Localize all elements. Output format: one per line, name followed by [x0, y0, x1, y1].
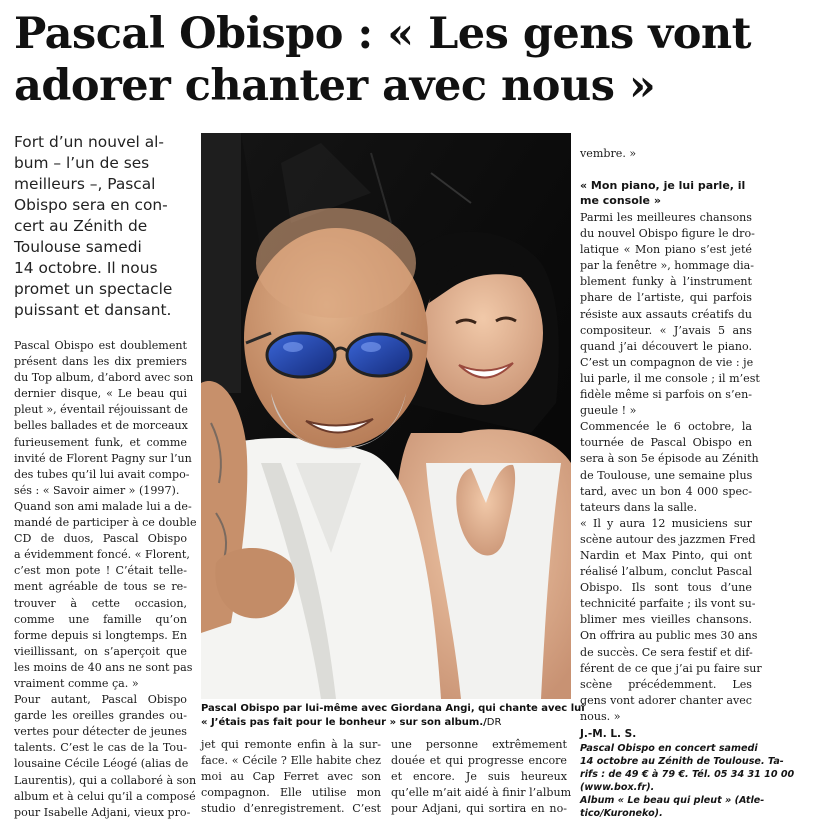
- caption-line: [201, 716, 573, 730]
- body-line: fidèle même si parfois on s’en-: [580, 388, 752, 402]
- lead-line: promet un spectacle: [14, 280, 173, 298]
- caption-text: « J’étais pas fait pour le bonheur » sur son album./: [201, 717, 487, 728]
- body-line: résiste aux assauts créatifs du: [580, 307, 752, 321]
- body-column-4-top: [580, 146, 752, 162]
- lead-line: meilleurs –, Pascal: [14, 175, 156, 193]
- body-line: belles ballades et de morceaux: [14, 419, 188, 433]
- body-line: tournée de Pascal Obispo en: [580, 436, 752, 450]
- body-line: « Il y aura 12 musiciens sur: [580, 516, 752, 530]
- body-line: garde les oreilles grandes ou-: [14, 709, 187, 723]
- body-line: scène autour des jazzmen Fred: [580, 532, 756, 546]
- caption-line: Pascal Obispo par lui-même avec Giordana Angi, qui chante avec lui: [201, 703, 585, 714]
- body-line: de succès. Ce sera festif et dif-: [580, 645, 753, 659]
- body-line: quand j’ai découvert le piano.: [580, 339, 752, 353]
- subheading-line: me console »: [580, 194, 661, 207]
- body-line: Laurentis), qui a collaboré à son: [14, 773, 197, 787]
- practical-info: [580, 742, 795, 820]
- lead-line: puissant et dansant.: [14, 301, 172, 319]
- body-line: ment agréable de tous se re-: [14, 580, 187, 594]
- body-line: réalisé l’album, conclut Pascal: [580, 565, 752, 579]
- info-line: 14 octobre au Zénith de Toulouse. Ta-: [580, 756, 784, 767]
- photo-caption: [201, 702, 585, 730]
- body-line: les moins de 40 ans ne sont pas: [14, 660, 193, 674]
- lead-line: Fort d’un nouvel al-: [14, 133, 164, 151]
- body-line: gueule ! »: [580, 404, 637, 418]
- body-line: présent dans les dix premiers: [14, 355, 187, 369]
- body-line: compagnon. Elle utilise mon: [201, 786, 381, 800]
- body-line: nous. »: [580, 709, 621, 723]
- body-line: jet qui remonte enfin à la sur-: [201, 738, 381, 751]
- body-line: férent de ce que j’ai pu faire sur: [580, 661, 762, 675]
- subheading: [580, 178, 755, 208]
- body-line: Parmi les meilleures chansons: [580, 211, 752, 224]
- body-line: dernier disque, « Le beau qui: [14, 387, 187, 401]
- body-line: face. « Cécile ? Elle habite chez: [201, 754, 381, 768]
- body-line: scène précédemment. Les: [580, 677, 752, 691]
- body-line: Pascal Obispo est doublement: [14, 339, 187, 352]
- body-line: pleut », éventail réjouissant de: [14, 403, 188, 417]
- info-line: Pascal Obispo en concert samedi: [580, 743, 758, 754]
- body-line: blimer mes vieilles chansons.: [580, 613, 752, 627]
- body-line: lousaine Cécile Léogé (alias de: [14, 757, 189, 771]
- info-line: tico/Kuroneko).: [580, 808, 663, 819]
- headline-line: adorer chanter avec nous »: [14, 61, 656, 111]
- body-line: a évidemment foncé. « Florent,: [14, 548, 190, 562]
- body-line: tard, avec un bon 4 000 spec-: [580, 484, 752, 498]
- body-line: latique « Mon piano s’est jeté: [580, 243, 752, 257]
- info-line: rifs : de 49 € à 79 €. Tél. 05 34 31 10 00: [580, 769, 795, 780]
- article-photo: [201, 133, 571, 699]
- subheading-line: « Mon piano, je lui parle, il: [580, 179, 746, 192]
- body-line: invité de Florent Pagny sur l’un: [14, 451, 192, 465]
- lead-line: bum – l’un de ses: [14, 154, 150, 172]
- body-line: sés : « Savoir aimer » (1997).: [14, 483, 180, 497]
- lead-paragraph: [14, 132, 189, 321]
- body-line: une personne extrêmement: [391, 738, 567, 751]
- body-line: studio d’enregistrement. C’est: [201, 802, 381, 816]
- body-line: pour Adjani, qui sortira en no-: [391, 802, 567, 816]
- photo-illustration: [201, 133, 571, 699]
- info-line: Album « Le beau qui pleut » (Atle-: [580, 795, 765, 806]
- body-line: du Top album, d’abord avec son: [14, 371, 194, 385]
- body-line: et encore. Je suis heureux: [391, 770, 567, 784]
- photo-credit: DR: [486, 717, 502, 728]
- body-line: du nouvel Obispo figure le dro-: [580, 227, 755, 241]
- body-column-3: [391, 737, 572, 817]
- body-line: vembre. »: [580, 147, 637, 160]
- body-line: comme une famille qu’on: [14, 612, 187, 626]
- body-line: sera à son 5e épisode au Zénith: [580, 452, 759, 466]
- body-line: Quand son ami malade lui a de-: [14, 499, 192, 513]
- body-line: mandé de participer à ce double: [14, 516, 197, 530]
- body-line: par la fenêtre », hommage dia-: [580, 259, 754, 273]
- body-line: C’est un compagnon de vie : je: [580, 355, 754, 369]
- body-line: gens vont adorer chanter avec: [580, 693, 752, 707]
- body-line: vraiment comme ça. »: [14, 676, 139, 690]
- body-column-2: [201, 737, 381, 817]
- body-line: vieillissant, on s’aperçoit que: [14, 644, 187, 658]
- body-line: album et à celui qu’il a composé: [14, 789, 196, 803]
- body-line: tateurs dans la salle.: [580, 500, 698, 514]
- body-line: talents. C’est le cas de la Tou-: [14, 741, 187, 755]
- body-line: forme depuis si longtemps. En: [14, 628, 187, 642]
- body-line: technicité parfaite ; ils vont su-: [580, 597, 756, 611]
- body-line: Pour autant, Pascal Obispo: [14, 693, 187, 707]
- body-column-1: [14, 338, 197, 821]
- body-line: Obispo. Ils sont tous d’une: [580, 581, 752, 595]
- body-line: Nardin et Max Pinto, qui ont: [580, 548, 752, 562]
- body-line: blement funky à l’instrument: [580, 275, 752, 289]
- body-line: de Toulouse, une semaine plus: [580, 468, 753, 482]
- body-line: des tubes qu’il lui avait compo-: [14, 467, 190, 481]
- headline-line: Pascal Obispo : « Les gens vont: [14, 9, 751, 59]
- body-line: moi au Cap Ferret avec son: [201, 770, 381, 784]
- lead-line: Toulouse samedi: [14, 238, 142, 256]
- body-line: qu’elle m’ait aidé à finir l’album: [391, 786, 572, 800]
- body-line: CD de duos, Pascal Obispo: [14, 532, 187, 546]
- body-line: pour Isabelle Adjani, vieux pro-: [14, 805, 191, 819]
- body-line: vertes pour détecter de jeunes: [14, 725, 187, 739]
- body-line: On offrira au public mes 30 ans: [580, 629, 758, 643]
- headline: [14, 8, 814, 112]
- info-line: (www.box.fr).: [580, 782, 655, 793]
- lead-line: cert au Zénith de: [14, 217, 148, 235]
- body-line: c’est mon pote ! C’était telle-: [14, 564, 187, 578]
- body-line: trouver à cette occasion,: [14, 596, 187, 610]
- body-line: Commencée le 6 octobre, la: [580, 420, 752, 434]
- body-line: phare de l’artiste, qui parfois: [580, 291, 752, 305]
- body-line: compositeur. « J’avais 5 ans: [580, 323, 752, 337]
- lead-line: Obispo sera en con-: [14, 196, 168, 214]
- body-line: douée et qui progresse encore: [391, 754, 567, 768]
- body-line: furieusement funk, et comme: [14, 435, 187, 449]
- body-line: lui parle, il me console ; il m’est: [580, 371, 760, 385]
- lead-line: 14 octobre. Il nous: [14, 259, 158, 277]
- author-signature: J.-M. L. S.: [580, 728, 637, 740]
- body-column-4: [580, 210, 762, 725]
